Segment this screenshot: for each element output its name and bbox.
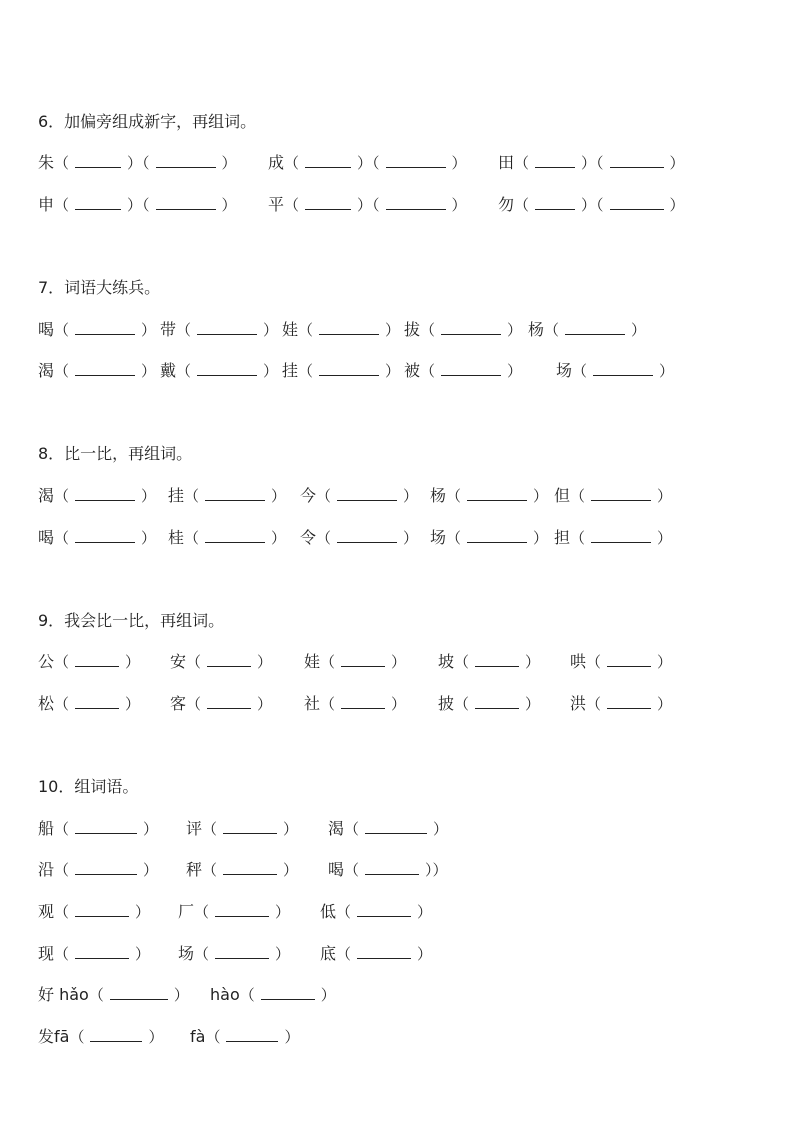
q9-char: 公 <box>38 652 55 671</box>
q9-char: 松 <box>38 694 55 713</box>
q6-char: 勿 <box>498 195 515 214</box>
answer-blank[interactable] <box>610 153 664 168</box>
q9-item: 公（ ） <box>38 652 141 671</box>
answer-blank[interactable] <box>441 320 501 335</box>
q10-item: 场（ ） <box>178 944 291 963</box>
q9-item: 松（ ） <box>38 694 141 713</box>
q10-item: 好 hǎo（ ） <box>38 985 189 1004</box>
answer-blank[interactable] <box>75 694 119 709</box>
answer-blank[interactable] <box>226 1027 278 1042</box>
q9-item: 客（ ） <box>170 694 273 713</box>
q9-item: 坡（ ） <box>438 652 541 671</box>
q6-char: 成 <box>268 153 285 172</box>
q6-title: 6．加偏旁组成新字，再组词。 <box>38 112 257 131</box>
q8-char: 令 <box>300 528 317 547</box>
answer-blank[interactable] <box>357 944 411 959</box>
q7-item: 戴（ ） <box>160 361 279 380</box>
q9-title: 9．我会比一比，再组词。 <box>38 611 225 630</box>
q9-item: 社（ ） <box>304 694 407 713</box>
q9-item: 娃（ ） <box>304 652 407 671</box>
answer-blank[interactable] <box>75 320 135 335</box>
q10-item: fà（ ） <box>190 1027 300 1046</box>
answer-blank[interactable] <box>90 1027 142 1042</box>
q6-char: 朱 <box>38 153 55 172</box>
q6-item: 田（ ）（ ） <box>498 153 685 172</box>
answer-blank[interactable] <box>607 694 651 709</box>
answer-blank[interactable] <box>319 361 379 376</box>
answer-blank[interactable] <box>535 195 575 210</box>
q7-item: 拔（ ） <box>404 320 523 339</box>
answer-blank[interactable] <box>110 985 168 1000</box>
q8-item: 场（ ） <box>430 528 549 547</box>
q7-char: 拔 <box>404 320 421 339</box>
q10-item: 渴（ ） <box>328 819 449 838</box>
q8-item: 杨（ ） <box>430 486 549 505</box>
q10-pinyin: hǎo <box>59 985 89 1004</box>
answer-blank[interactable] <box>75 153 121 168</box>
q10-char: 低 <box>320 902 337 921</box>
answer-blank[interactable] <box>607 652 651 667</box>
answer-blank[interactable] <box>337 528 397 543</box>
answer-blank[interactable] <box>341 652 385 667</box>
q8-item: 桂（ ） <box>168 528 287 547</box>
q7-item: 娃（ ） <box>282 320 401 339</box>
q9-char: 坡 <box>438 652 455 671</box>
q8-item: 渴（ ） <box>38 486 157 505</box>
q8-item: 今（ ） <box>300 486 419 505</box>
q7-item: 杨（ ） <box>528 320 647 339</box>
q6-char: 平 <box>268 195 285 214</box>
q7-item: 挂（ ） <box>282 361 401 380</box>
q6-item: 勿（ ）（ ） <box>498 195 685 214</box>
answer-blank[interactable] <box>591 528 651 543</box>
answer-blank[interactable] <box>475 694 519 709</box>
answer-blank[interactable] <box>305 153 351 168</box>
answer-blank[interactable] <box>75 195 121 210</box>
q9-item: 安（ ） <box>170 652 273 671</box>
answer-blank[interactable] <box>75 860 137 875</box>
q8-item: 但（ ） <box>554 486 673 505</box>
q10-item: 船（ ） <box>38 819 159 838</box>
q10-item: 发fā（ ） <box>38 1027 164 1046</box>
answer-blank[interactable] <box>337 486 397 501</box>
q7-char: 娃 <box>282 320 299 339</box>
q10-char: 底 <box>320 944 337 963</box>
q8-char: 今 <box>300 486 317 505</box>
q7-item: 喝（ ） <box>38 320 157 339</box>
q10-char: 船 <box>38 819 55 838</box>
q10-item: hào（ ） <box>210 985 336 1004</box>
q10-item: 底（ ） <box>320 944 433 963</box>
q7-item: 被（ ） <box>404 361 523 380</box>
q10-item: 沿（ ） <box>38 860 159 879</box>
q10-pinyin: hào <box>210 985 240 1004</box>
q10-item: 评（ ） <box>186 819 299 838</box>
answer-blank[interactable] <box>475 652 519 667</box>
q6-item: 成（ ）（ ） <box>268 153 467 172</box>
q10-char: 秤 <box>186 860 203 879</box>
q7-item: 场（ ） <box>556 361 675 380</box>
q7-char: 挂 <box>282 361 299 380</box>
q7-item: 带（ ） <box>160 320 279 339</box>
q8-char: 担 <box>554 528 571 547</box>
q10-item: 观（ ） <box>38 902 151 921</box>
answer-blank[interactable] <box>223 819 277 834</box>
q6-char: 申 <box>38 195 55 214</box>
q9-char: 洪 <box>570 694 587 713</box>
q10-char: 发 <box>38 1027 55 1046</box>
answer-blank[interactable] <box>593 361 653 376</box>
answer-blank[interactable] <box>75 361 135 376</box>
answer-blank[interactable] <box>75 528 135 543</box>
answer-blank[interactable] <box>305 195 351 210</box>
q10-char: 好 <box>38 985 55 1004</box>
answer-blank[interactable] <box>441 361 501 376</box>
q9-char: 安 <box>170 652 187 671</box>
q10-char: 喝 <box>328 860 345 879</box>
q10-item: 秤（ ） <box>186 860 299 879</box>
q10-char: 评 <box>186 819 203 838</box>
q7-item: 渴（ ） <box>38 361 157 380</box>
answer-blank[interactable] <box>261 985 315 1000</box>
answer-blank[interactable] <box>467 486 527 501</box>
q8-item: 担（ ） <box>554 528 673 547</box>
answer-blank[interactable] <box>75 652 119 667</box>
answer-blank[interactable] <box>386 153 446 168</box>
q10-char: 厂 <box>178 902 195 921</box>
q9-char: 社 <box>304 694 321 713</box>
q10-item: 低（ ） <box>320 902 433 921</box>
q10-char: 渴 <box>328 819 345 838</box>
q7-char: 被 <box>404 361 421 380</box>
answer-blank[interactable] <box>207 694 251 709</box>
q10-char: 场 <box>178 944 195 963</box>
q8-char: 渴 <box>38 486 55 505</box>
answer-blank[interactable] <box>467 528 527 543</box>
answer-blank[interactable] <box>75 902 129 917</box>
answer-blank[interactable] <box>535 153 575 168</box>
answer-blank[interactable] <box>205 528 265 543</box>
q8-item: 喝（ ） <box>38 528 157 547</box>
answer-blank[interactable] <box>197 361 257 376</box>
q8-item: 挂（ ） <box>168 486 287 505</box>
q10-char: 现 <box>38 944 55 963</box>
answer-blank[interactable] <box>341 694 385 709</box>
q7-char: 喝 <box>38 320 55 339</box>
answer-blank[interactable] <box>75 819 137 834</box>
q7-char: 带 <box>160 320 177 339</box>
answer-blank[interactable] <box>215 902 269 917</box>
q10-pinyin: fà <box>190 1027 206 1046</box>
q10-char: 沿 <box>38 860 55 879</box>
q8-item: 令（ ） <box>300 528 419 547</box>
q8-char: 桂 <box>168 528 185 547</box>
q7-char: 戴 <box>160 361 177 380</box>
q10-pinyin: fā <box>54 1027 70 1046</box>
q10-title: 10．组词语。 <box>38 777 139 796</box>
q7-char: 杨 <box>528 320 545 339</box>
answer-blank[interactable] <box>197 320 257 335</box>
answer-blank[interactable] <box>591 486 651 501</box>
answer-blank[interactable] <box>156 195 216 210</box>
q8-char: 杨 <box>430 486 447 505</box>
answer-blank[interactable] <box>207 652 251 667</box>
answer-blank[interactable] <box>223 860 277 875</box>
q8-char: 挂 <box>168 486 185 505</box>
answer-blank[interactable] <box>319 320 379 335</box>
answer-blank[interactable] <box>215 944 269 959</box>
q9-char: 哄 <box>570 652 587 671</box>
q8-char: 喝 <box>38 528 55 547</box>
q10-char: 观 <box>38 902 55 921</box>
answer-blank[interactable] <box>205 486 265 501</box>
q6-char: 田 <box>498 153 515 172</box>
q8-title: 8．比一比，再组词。 <box>38 444 193 463</box>
q9-item: 披（ ） <box>438 694 541 713</box>
q9-item: 哄（ ） <box>570 652 673 671</box>
q7-char: 渴 <box>38 361 55 380</box>
answer-blank[interactable] <box>75 944 129 959</box>
q8-char: 场 <box>430 528 447 547</box>
answer-blank[interactable] <box>565 320 625 335</box>
answer-blank[interactable] <box>365 860 419 875</box>
q7-char: 场 <box>556 361 573 380</box>
q10-item: 现（ ） <box>38 944 151 963</box>
q8-char: 但 <box>554 486 571 505</box>
q6-item: 朱（ ）（ ） <box>38 153 237 172</box>
q10-item: 喝（ ）） <box>328 860 448 879</box>
q9-item: 洪（ ） <box>570 694 673 713</box>
q6-item: 申（ ）（ ） <box>38 195 237 214</box>
answer-blank[interactable] <box>610 195 664 210</box>
answer-blank[interactable] <box>75 486 135 501</box>
answer-blank[interactable] <box>357 902 411 917</box>
answer-blank[interactable] <box>386 195 446 210</box>
answer-blank[interactable] <box>156 153 216 168</box>
q6-item: 平（ ）（ ） <box>268 195 467 214</box>
answer-blank[interactable] <box>365 819 427 834</box>
q10-item: 厂（ ） <box>178 902 291 921</box>
q9-char: 娃 <box>304 652 321 671</box>
q7-title: 7．词语大练兵。 <box>38 278 161 297</box>
q9-char: 客 <box>170 694 187 713</box>
q9-char: 披 <box>438 694 455 713</box>
